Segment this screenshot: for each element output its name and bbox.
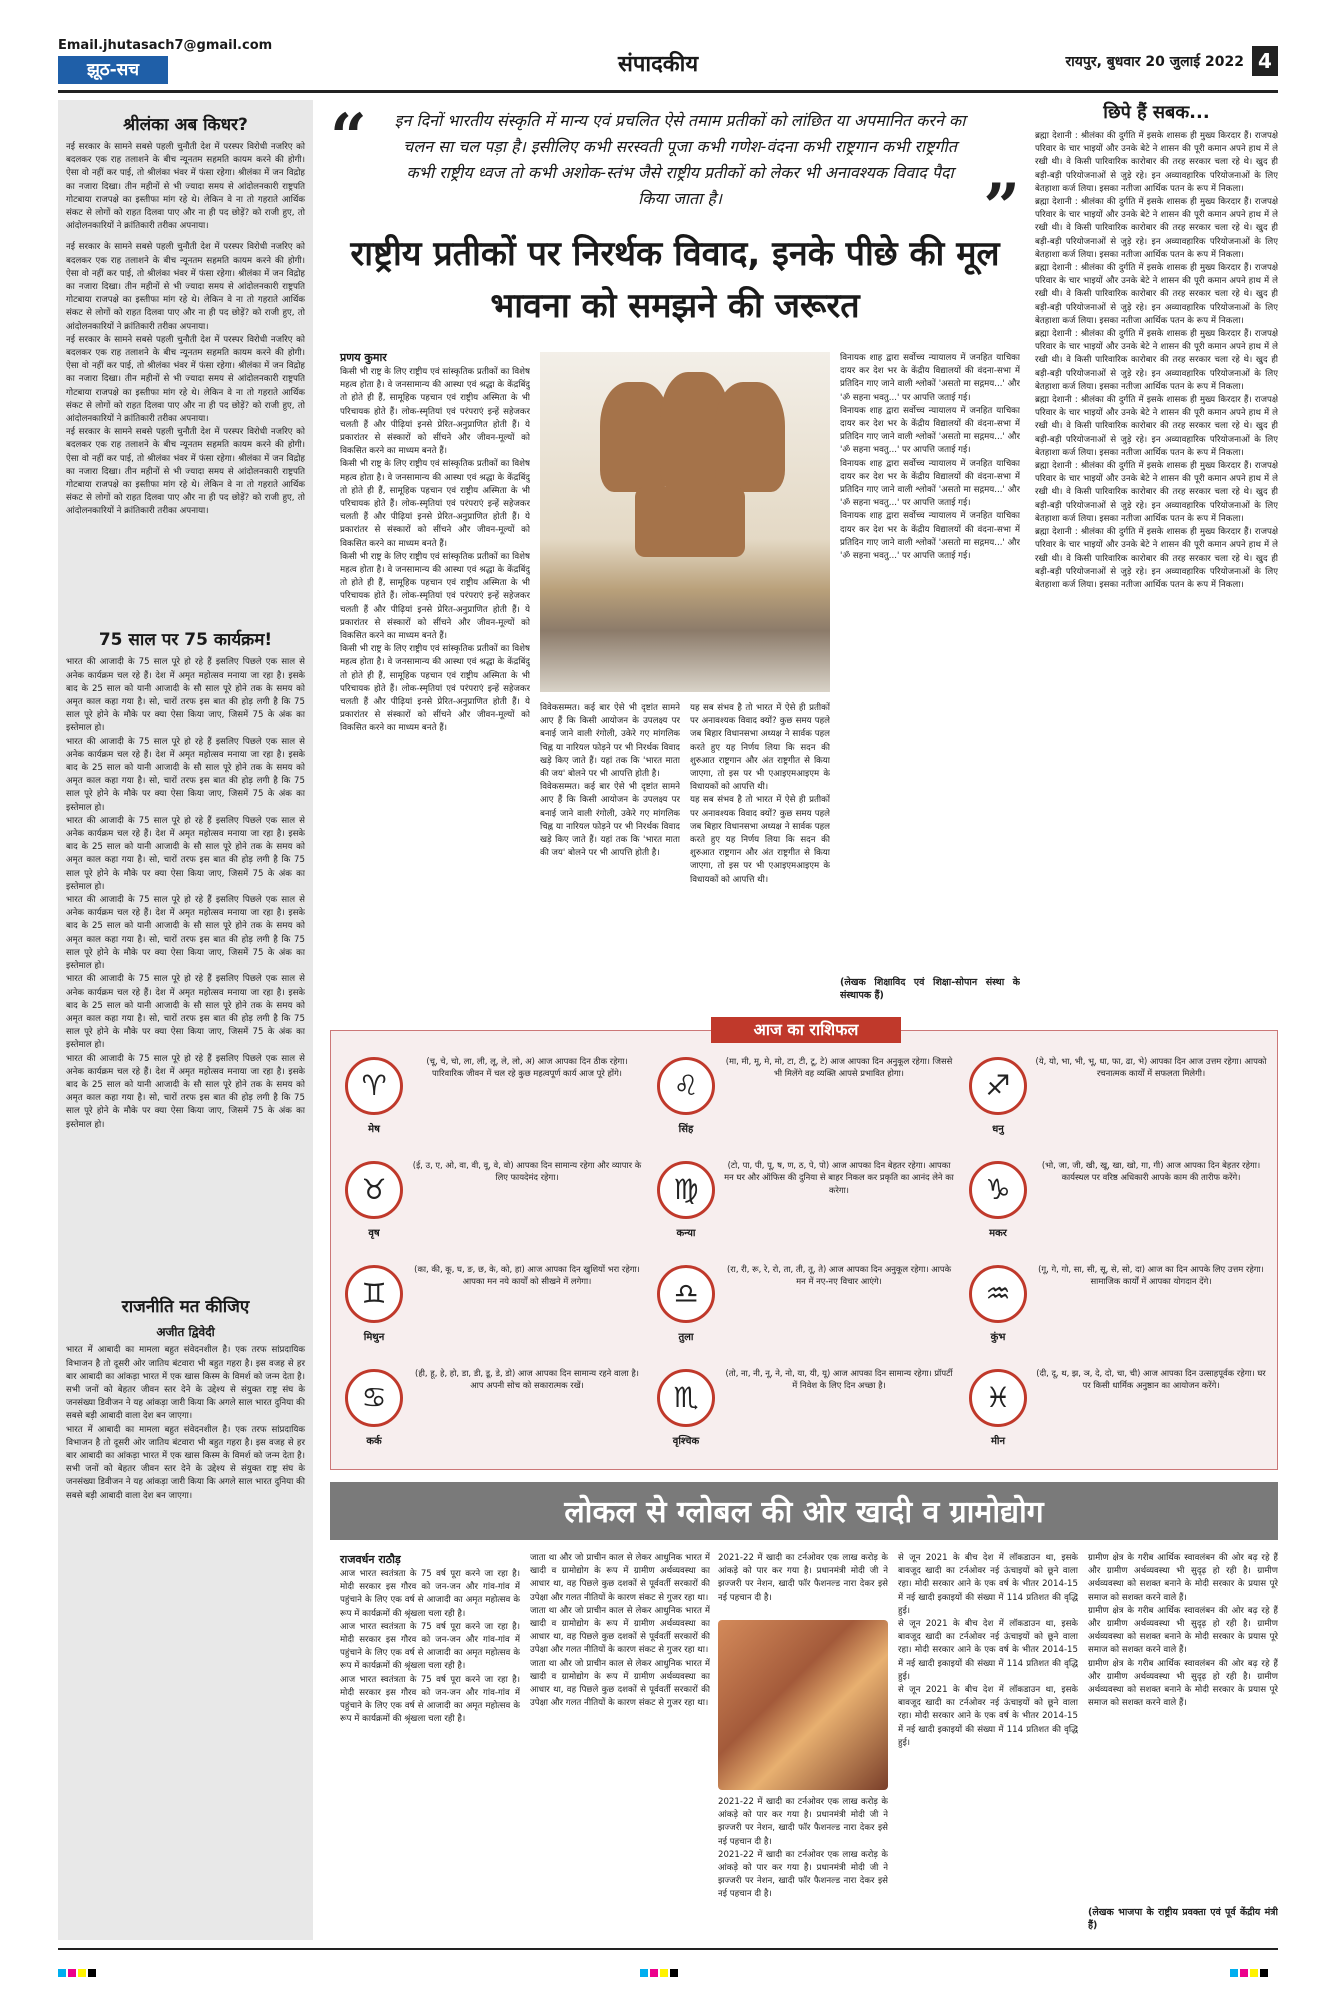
zodiac-forecast: (भो, जा, जी, खी, खू, खा, खो, गा, गी) आज आपका दिन बेहतर रहेगा। कार्यस्थल पर वरिष्ठ अधिकारी आपके काम की तारीफ करेंगे। (1041, 1160, 1261, 1183)
article-body: नई सरकार के सामने सबसे पहली चुनौती देश में परस्पर विरोधी नजरिए को बदलकर एक राह तलाशने के बीच न्यूनतम सहमति कायम करने की होगी। ऐसा वो नहीं कर पाई, तो श्रीलंका भंवर में फंसा रहेगा। श्रीलंका में जन विद्रोह का नजारा दिखा। तीन महीनों से भी ज्यादा समय से आंदोलनकारी राष्ट्रपति गोटबाया राजपक्षे का इस्तीफा मांग रहे थे। लेकिन वे ना तो गहराते आर्थिक संकट से लोगों को राहत दिलवा पाए और ना ही पद छोड़ें? को राजी हुए, तो आंदोलनकारियों ने क्रांतिकारी तरीका अपनाया। (66, 142, 305, 232)
email-address: Email.jhutasach7@gmail.com (58, 38, 273, 53)
section-title: संपादकीय (618, 52, 699, 77)
article-byline: राजवर्धन राठौड़ (340, 1553, 401, 1566)
horoscope-sign (339, 1153, 649, 1253)
article-srilanka (66, 112, 305, 233)
zodiac-forecast: (का, की, कू, घ, ङ, छ, के, को, हा) आज आपका दिन खुशियों भरा रहेगा। आपका मन नये कार्यों को सीखने में लगेगा। (414, 1264, 640, 1287)
article-body: भारत की आजादी के 75 साल पूरे हो रहे हैं इसलिए पिछले एक साल से अनेक कार्यक्रम चल रहे हैं। देश में अमृत महोत्सव मनाया जा रहा है। इसके बाद के 25 साल को यानी आजादी के सौ साल पूरे होने तक के समय को अमृत काल कहा गया है। सो, चारों तरफ इस बात की होड़ लगी है कि 75 साल पूरे होने के मौके पर क्या ऐसा किया जाए, जिसमें 75 के अंक का इस्तेमाल हो। (66, 815, 305, 892)
khadi-column-4 (898, 1552, 1078, 1938)
zodiac-icon: ♋ (345, 1369, 403, 1427)
article-body: भारत की आजादी के 75 साल पूरे हो रहे हैं इसलिए पिछले एक साल से अनेक कार्यक्रम चल रहे हैं। देश में अमृत महोत्सव मनाया जा रहा है। इसके बाद के 25 साल को यानी आजादी के सौ साल पूरे होने तक के समय को अमृत काल कहा गया है। सो, चारों तरफ इस बात की होड़ लगी है कि 75 साल पूरे होने के मौके पर क्या ऐसा किया जाए, जिसमें 75 के अंक का इस्तेमाल हो। (66, 736, 305, 813)
header-rule (58, 90, 1278, 93)
khadi-headline: लोकल से ग्लोबल की ओर खादी व ग्रामोद्योग (564, 1495, 1044, 1530)
khadi-article-banner (330, 1482, 1278, 1540)
zodiac-name: वृष (368, 1228, 380, 1239)
horoscope-title: आज का राशिफल (711, 1017, 901, 1043)
khadi-column-5 (1088, 1552, 1278, 1902)
khadi-column-3b (718, 1796, 888, 1938)
column-text: आज भारत स्वतंत्रता के 75 वर्ष पूरा करने जा रहा है। मोदी सरकार इस गौरव को जन-जन और गांव-गांव में पहुंचाने के लिए एक वर्ष से आजादी का अमृत महोत्सव के रूप में कार्यक्रमों की श्रृंखला चला रही है। (340, 1569, 520, 1619)
right-column (1035, 100, 1278, 1000)
zodiac-name: मकर (989, 1228, 1007, 1239)
column-text: ब्रह्मा देशानी : श्रीलंका की दुर्गति में इसके शासक ही मुख्य किरदार हैं। राजपक्षे परिवार के चार भाइयों और उनके बेटे ने शासन की पूरी कमान अपने हाथ में ले रखी थी। वे किसी पारिवारिक कारोबार की तरह सरकार चला रहे थे। खुद ही बड़ी-बड़ी परियोजनाओं से जुड़े रहे। इन अव्यावहारिक परियोजनाओं के लिए बेतहाशा कर्ज लिया। इसका नतीजा आर्थिक पतन के रूप में निकला। (1035, 527, 1278, 590)
spinning-wheel-photo (718, 1620, 888, 1790)
column-text: विनायक शाह द्वारा सर्वोच्च न्यायालय में जनहित याचिका दायर कर देश भर के केंद्रीय विद्यालयों की वंदना-सभा में प्रतिदिन गाए जाने वाली श्लोकों 'असतो मा सद्गमय...' और 'ॐ सहना भवतु...' पर आपत्ति जताई गई। (840, 511, 1020, 562)
column-text: ग्रामीण क्षेत्र के गरीब आर्थिक स्वावलंबन की ओर बढ़ रहे हैं और ग्रामीण अर्थव्यवस्था भी सुदृढ़ हो रही है। ग्रामीण अर्थव्यवस्था को सशक्त बनाने के मोदी सरकार के प्रयास पूरे समाज को सशक्त करने वाले हैं। (1088, 1553, 1278, 1603)
zodiac-icon: ♑ (969, 1161, 1027, 1219)
column-text: विवेकसम्मत। कई बार ऐसे भी दृष्टांत सामने आए हैं कि किसी आयोजन के उपलक्ष्य पर बनाई जाने वाली रंगोली, उकेरे गए मांगलिक चिह्न या नारियल फोड़ने पर भी निरर्थक विवाद खड़े किए जाते हैं। यहां तक कि 'भारत माता की जय' बोलने पर भी आपत्ति होती है। (540, 782, 680, 859)
article-body: भारत में आबादी का मामला बहुत संवेदनशील है। एक तरफ सांप्रदायिक विभाजन है तो दूसरी ओर जातिय बंटवारा भी बहुत गहरा है। इस वजह से हर बार आबादी का आंकड़ा भारत में एक खास किस्म के विमर्श को जन्म देता है। सभी जनों को बेहतर जीवन स्तर देने के उद्देश्य से संयुक्त राष्ट्र संघ के जनसंख्या डिवीजन ने यह आंकड़ा जारी किया कि अगले साल भारत दुनिया की सबसे बड़ी आबादी वाला देश बन जाएगा। (66, 1424, 305, 1501)
column-text: यह सब संभव है तो भारत में ऐसे ही प्रतीकों पर अनावश्यक विवाद क्यों? कुछ समय पहले जब बिहार विधानसभा अध्यक्ष ने सार्वक पहल करते हुए यह निर्णय लिया कि सदन की शुरुआत राष्ट्रगान और अंत राष्ट्रगीत से किया जाएगा, तो इस पर भी एआइएमआइएम के विधायकों को आपत्ति थी। (690, 703, 830, 793)
zodiac-forecast: (चू, चे, चो, ला, ली, लू, ले, लो, अ) आज आपका दिन ठीक रहेगा। पारिवारिक जीवन में चल रहे कुछ महत्वपूर्ण कार्य आज पूरे होंगे। (426, 1056, 628, 1079)
dateline: रायपुर, बुधवार 20 जुलाई 2022 (1065, 54, 1244, 70)
zodiac-name: कुंभ (990, 1332, 1006, 1343)
column-text: आज भारत स्वतंत्रता के 75 वर्ष पूरा करने जा रहा है। मोदी सरकार इस गौरव को जन-जन और गांव-गांव में पहुंचाने के लिए एक वर्ष से आजादी का अमृत महोत्सव के रूप में कार्यक्रमों की श्रृंखला चला रही है। (340, 1674, 520, 1725)
article-column-1 (340, 366, 530, 1006)
column-text: से जून 2021 के बीच देश में लॉकडाउन था, इसके बावजूद खादी का टर्नओवर नई ऊंचाइयों को छूने वाला रहा। मोदी सरकार आने के एक वर्ष के भीतर 2014-15 में नई खादी इकाइयों की संख्या में 114 प्रतिशत की वृद्धि हुई। (898, 1619, 1078, 1682)
zodiac-icon: ♈ (345, 1057, 403, 1115)
article-body: नई सरकार के सामने सबसे पहली चुनौती देश में परस्पर विरोधी नजरिए को बदलकर एक राह तलाशने के बीच न्यूनतम सहमति कायम करने की होगी। ऐसा वो नहीं कर पाई, तो श्रीलंका भंवर में फंसा रहेगा। श्रीलंका में जन विद्रोह का नजारा दिखा। तीन महीनों से भी ज्यादा समय से आंदोलनकारी राष्ट्रपति गोटबाया राजपक्षे का इस्तीफा मांग रहे थे। लेकिन वे ना तो गहराते आर्थिक संकट से लोगों को राहत दिलवा पाए और ना ही पद छोड़ें? को राजी हुए, तो आंदोलनकारियों ने क्रांतिकारी तरीका अपनाया। (66, 334, 305, 425)
article-75-years (66, 627, 305, 1286)
masthead (58, 38, 1278, 88)
brand-logo: झूठ-सच (58, 56, 168, 84)
column-text: जाता था और जो प्राचीन काल से लेकर आधुनिक भारत में खादी व ग्रामोद्योग के रूप में ग्रामीण अर्थव्यवस्था का आधार था, वह पिछले कुछ दशकों से पूर्ववर्ती सरकारों की उपेक्षा और गलत नीतियों के कारण संकट से गुजर रहा था। (530, 1553, 710, 1603)
horoscope-sign (651, 1257, 961, 1357)
zodiac-name: धनु (992, 1124, 1004, 1135)
article-body: नई सरकार के सामने सबसे पहली चुनौती देश में परस्पर विरोधी नजरिए को बदलकर एक राह तलाशने के बीच न्यूनतम सहमति कायम करने की होगी। ऐसा वो नहीं कर पाई, तो श्रीलंका भंवर में फंसा रहेगा। श्रीलंका में जन विद्रोह का नजारा दिखा। तीन महीनों से भी ज्यादा समय से आंदोलनकारी राष्ट्रपति गोटबाया राजपक्षे का इस्तीफा मांग रहे थे। लेकिन वे ना तो गहराते आर्थिक संकट से लोगों को राहत दिलवा पाए और ना ही पद छोड़ें? को राजी हुए, तो आंदोलनकारियों ने क्रांतिकारी तरीका अपनाया। (66, 427, 305, 517)
column-text: विनायक शाह द्वारा सर्वोच्च न्यायालय में जनहित याचिका दायर कर देश भर के केंद्रीय विद्यालयों की वंदना-सभा में प्रतिदिन गाए जाने वाली श्लोकों 'असतो मा सद्गमय...' और 'ॐ सहना भवतु...' पर आपत्ति जताई गई। (840, 353, 1020, 403)
column-text: ब्रह्मा देशानी : श्रीलंका की दुर्गति में इसके शासक ही मुख्य किरदार हैं। राजपक्षे परिवार के चार भाइयों और उनके बेटे ने शासन की पूरी कमान अपने हाथ में ले रखी थी। वे किसी पारिवारिक कारोबार की तरह सरकार चला रहे थे। खुद ही बड़ी-बड़ी परियोजनाओं से जुड़े रहे। इन अव्यावहारिक परियोजनाओं के लिए बेतहाशा कर्ज लिया। इसका नतीजा आर्थिक पतन के रूप में निकला। (1035, 263, 1278, 326)
zodiac-icon: ♎ (657, 1265, 715, 1323)
left-column (58, 100, 313, 1940)
column-text: ग्रामीण क्षेत्र के गरीब आर्थिक स्वावलंबन की ओर बढ़ रहे हैं और ग्रामीण अर्थव्यवस्था भी सुदृढ़ हो रही है। ग्रामीण अर्थव्यवस्था को सशक्त बनाने के मोदी सरकार के प्रयास पूरे समाज को सशक्त करने वाले हैं। (1088, 1658, 1278, 1709)
column-text: विवेकसम्मत। कई बार ऐसे भी दृष्टांत सामने आए हैं कि किसी आयोजन के उपलक्ष्य पर बनाई जाने वाली रंगोली, उकेरे गए मांगलिक चिह्न या नारियल फोड़ने पर भी निरर्थक विवाद खड़े किए जाते हैं। यहां तक कि 'भारत माता की जय' बोलने पर भी आपत्ति होती है। (540, 703, 680, 780)
horoscope-sign (963, 1153, 1273, 1253)
column-text: किसी भी राष्ट्र के लिए राष्ट्रीय एवं सांस्कृतिक प्रतीकों का विशेष महत्व होता है। वे जनसामान्य की आस्था एवं श्रद्धा के केंद्रबिंदु तो होते ही हैं, सामूहिक पहचान एवं राष्ट्रीय अस्मिता के भी परिचायक होते हैं। लोक-स्मृतियां एवं परंपराएं इन्हें सहेजकर चलती हैं और पीढ़ियां इनसे प्रेरित-अनुप्राणित होती हैं। ये प्रकारांतर से संस्कारों को सींचने और जीवन-मूल्यों को विकसित करने का माध्यम बनते हैं। (340, 367, 530, 457)
column-text: यह सब संभव है तो भारत में ऐसे ही प्रतीकों पर अनावश्यक विवाद क्यों? कुछ समय पहले जब बिहार विधानसभा अध्यक्ष ने सार्वक पहल करते हुए यह निर्णय लिया कि सदन की शुरुआत राष्ट्रगान और अंत राष्ट्रगीत से किया जाएगा, तो इस पर भी एआइएमआइएम के विधायकों को आपत्ति थी। (690, 795, 830, 885)
article-column-2 (540, 702, 680, 1007)
open-quote-icon: “ (330, 100, 367, 175)
zodiac-name: कन्या (676, 1228, 696, 1239)
article-title: श्रीलंका अब किधर? (123, 115, 248, 135)
column-text: ब्रह्मा देशानी : श्रीलंका की दुर्गति में इसके शासक ही मुख्य किरदार हैं। राजपक्षे परिवार के चार भाइयों और उनके बेटे ने शासन की पूरी कमान अपने हाथ में ले रखी थी। वे किसी पारिवारिक कारोबार की तरह सरकार चला रहे थे। खुद ही बड़ी-बड़ी परियोजनाओं से जुड़े रहे। इन अव्यावहारिक परियोजनाओं के लिए बेतहाशा कर्ज लिया। इसका नतीजा आर्थिक पतन के रूप में निकला। (1035, 395, 1278, 458)
horoscope-sign (651, 1049, 961, 1149)
horoscope-sign (339, 1257, 649, 1357)
pull-quote-text: इन दिनों भारतीय संस्कृति में मान्य एवं प्रचलित ऐसे तमाम प्रतीकों को लांछित या अपमानित करने का चलन सा चल पड़ा है। इसीलिए कभी सरस्वती पूजा कभी गणेश-वंदना कभी राष्ट्रगान कभी राष्ट्रगीत कभी राष्ट्रीय ध्वज तो कभी अशोक-स्तंभ जैसे राष्ट्रीय प्रतीकों को लेकर भी अनावश्यक विवाद पैदा किया जाता है। (394, 111, 966, 208)
column-text: जाता था और जो प्राचीन काल से लेकर आधुनिक भारत में खादी व ग्रामोद्योग के रूप में ग्रामीण अर्थव्यवस्था का आधार था, वह पिछले कुछ दशकों से पूर्ववर्ती सरकारों की उपेक्षा और गलत नीतियों के कारण संकट से गुजर रहा था। (530, 1605, 710, 1656)
main-headline: राष्ट्रीय प्रतीकों पर निरर्थक विवाद, इनके पीछे की मूल भावना को समझने की जरूरत (350, 234, 1000, 326)
column-text: किसी भी राष्ट्र के लिए राष्ट्रीय एवं सांस्कृतिक प्रतीकों का विशेष महत्व होता है। वे जनसामान्य की आस्था एवं श्रद्धा के केंद्रबिंदु तो होते ही हैं, सामूहिक पहचान एवं राष्ट्रीय अस्मिता के भी परिचायक होते हैं। लोक-स्मृतियां एवं परंपराएं इन्हें सहेजकर चलती हैं और पीढ़ियां इनसे प्रेरित-अनुप्राणित होती हैं। ये प्रकारांतर से संस्कारों को सींचने और जीवन-मूल्यों को विकसित करने का माध्यम बनते हैं। (340, 551, 530, 642)
horoscope-sign (651, 1153, 961, 1253)
horoscope-sign (339, 1049, 649, 1149)
article-body: भारत की आजादी के 75 साल पूरे हो रहे हैं इसलिए पिछले एक साल से अनेक कार्यक्रम चल रहे हैं। देश में अमृत महोत्सव मनाया जा रहा है। इसके बाद के 25 साल को यानी आजादी के सौ साल पूरे होने तक के समय को अमृत काल कहा गया है। सो, चारों तरफ इस बात की होड़ लगी है कि 75 साल पूरे होने के मौके पर क्या ऐसा किया जाए, जिसमें 75 के अंक का इस्तेमाल हो। (66, 657, 305, 734)
column-text: 2021-22 में खादी का टर्नओवर एक लाख करोड़ के आंकड़े को पार कर गया है। प्रधानमंत्री मोदी जी ने झज्जरी पर नेशन, खादी फॉर फैशनल्ड नारा देकर इसे नई पहचान दी है। (718, 1797, 888, 1847)
column-text: ब्रह्मा देशानी : श्रीलंका की दुर्गति में इसके शासक ही मुख्य किरदार हैं। राजपक्षे परिवार के चार भाइयों और उनके बेटे ने शासन की पूरी कमान अपने हाथ में ले रखी थी। वे किसी पारिवारिक कारोबार की तरह सरकार चला रहे थे। खुद ही बड़ी-बड़ी परियोजनाओं से जुड़े रहे। इन अव्यावहारिक परियोजनाओं के लिए बेतहाशा कर्ज लिया। इसका नतीजा आर्थिक पतन के रूप में निकला। (1035, 461, 1278, 524)
article-body: नई सरकार के सामने सबसे पहली चुनौती देश में परस्पर विरोधी नजरिए को बदलकर एक राह तलाशने के बीच न्यूनतम सहमति कायम करने की होगी। ऐसा वो नहीं कर पाई, तो श्रीलंका भंवर में फंसा रहेगा। श्रीलंका में जन विद्रोह का नजारा दिखा। तीन महीनों से भी ज्यादा समय से आंदोलनकारी राष्ट्रपति गोटबाया राजपक्षे का इस्तीफा मांग रहे थे। लेकिन वे ना तो गहराते आर्थिक संकट से लोगों को राहत दिलवा पाए और ना ही पद छोड़ें? को राजी हुए, तो आंदोलनकारियों ने क्रांतिकारी तरीका अपनाया। (66, 242, 305, 332)
registration-marks (1230, 1962, 1276, 1970)
horoscope-sign (963, 1361, 1273, 1461)
right-column-body (1035, 130, 1278, 990)
zodiac-icon: ♍ (657, 1161, 715, 1219)
right-column-title: छिपे हैं सबक... (1103, 102, 1210, 123)
zodiac-name: मेष (368, 1124, 380, 1135)
zodiac-forecast: (टो, पा, पी, पू, ष, ण, ठ, पे, पो) आज आपका दिन बेहतर रहेगा। आपका मन घर और ऑफिस की दुनिया से बाहर निकल कर प्रकृति का आनंद लेने का करेगा। (724, 1160, 954, 1195)
zodiac-forecast: (रा, री, रू, रे, रो, ता, ती, तू, ते) आज आपका दिन अनुकूल रहेगा। आपके मन में नए-नए विचार आएंगे। (726, 1264, 952, 1287)
author-note: (लेखक शिक्षाविद एवं शिक्षा-सोपान संस्था के संस्थापक हैं) (840, 977, 1020, 1002)
page-number: 4 (1252, 46, 1278, 76)
zodiac-forecast: (मा, मी, मू, मे, मो, टा, टी, टू, टे) आज आपका दिन अनुकूल रहेगा। जिससे भी मिलेंगे वह व्यक्ति आपसे प्रभावित होगा। (725, 1056, 953, 1079)
close-quote-icon: ” (983, 170, 1020, 245)
article-population (66, 1294, 305, 1502)
zodiac-forecast: (गू, गे, गो, सा, सी, सू, से, सो, दा) आज का दिन आपके लिए उत्तम रहेगा। सामाजिक कार्यों में आपका योगदान देंगे। (1038, 1264, 1264, 1287)
zodiac-name: कर्क (366, 1436, 382, 1447)
column-text: ब्रह्मा देशानी : श्रीलंका की दुर्गति में इसके शासक ही मुख्य किरदार हैं। राजपक्षे परिवार के चार भाइयों और उनके बेटे ने शासन की पूरी कमान अपने हाथ में ले रखी थी। वे किसी पारिवारिक कारोबार की तरह सरकार चला रहे थे। खुद ही बड़ी-बड़ी परियोजनाओं से जुड़े रहे। इन अव्यावहारिक परियोजनाओं के लिए बेतहाशा कर्ज लिया। इसका नतीजा आर्थिक पतन के रूप में निकला। (1035, 329, 1278, 392)
zodiac-forecast: (तो, ना, नी, नू, ने, नो, या, यी, यू) आज आपका दिन सामान्य रहेगा। प्रॉपर्टी में निवेश के लिए दिन अच्छा है। (725, 1368, 953, 1391)
ashoka-emblem-photo (540, 352, 830, 692)
column-text: ब्रह्मा देशानी : श्रीलंका की दुर्गति में इसके शासक ही मुख्य किरदार हैं। राजपक्षे परिवार के चार भाइयों और उनके बेटे ने शासन की पूरी कमान अपने हाथ में ले रखी थी। वे किसी पारिवारिक कारोबार की तरह सरकार चला रहे थे। खुद ही बड़ी-बड़ी परियोजनाओं से जुड़े रहे। इन अव्यावहारिक परियोजनाओं के लिए बेतहाशा कर्ज लिया। इसका नतीजा आर्थिक पतन के रूप में निकला। (1035, 131, 1278, 194)
column-text: विनायक शाह द्वारा सर्वोच्च न्यायालय में जनहित याचिका दायर कर देश भर के केंद्रीय विद्यालयों की वंदना-सभा में प्रतिदिन गाए जाने वाली श्लोकों 'असतो मा सद्गमय...' और 'ॐ सहना भवतु...' पर आपत्ति जताई गई। (840, 405, 1020, 456)
zodiac-icon: ♏ (657, 1369, 715, 1427)
zodiac-forecast: (ई, उ, ए, ओ, वा, वी, वू, वे, वो) आपका दिन सामान्य रहेगा और व्यापार के लिए फायदेमंद रहेगा। (412, 1160, 642, 1183)
zodiac-icon: ♐ (969, 1057, 1027, 1115)
horoscope-sign (339, 1361, 649, 1461)
article-title: राजनीति मत कीजिए (121, 1297, 250, 1318)
zodiac-forecast: (दी, दू, थ, झ, ञ, दे, दो, चा, ची) आज आपका दिन उत्साहपूर्वक रहेगा। घर पर किसी धार्मिक अनुष्ठान का आयोजन करेंगे। (1036, 1368, 1266, 1391)
horoscope-sign (963, 1257, 1273, 1357)
zodiac-icon: ♊ (345, 1265, 403, 1323)
column-text: ब्रह्मा देशानी : श्रीलंका की दुर्गति में इसके शासक ही मुख्य किरदार हैं। राजपक्षे परिवार के चार भाइयों और उनके बेटे ने शासन की पूरी कमान अपने हाथ में ले रखी थी। वे किसी पारिवारिक कारोबार की तरह सरकार चला रहे थे। खुद ही बड़ी-बड़ी परियोजनाओं से जुड़े रहे। इन अव्यावहारिक परियोजनाओं के लिए बेतहाशा कर्ज लिया। इसका नतीजा आर्थिक पतन के रूप में निकला। (1035, 197, 1278, 260)
article-body: भारत की आजादी के 75 साल पूरे हो रहे हैं इसलिए पिछले एक साल से अनेक कार्यक्रम चल रहे हैं। देश में अमृत महोत्सव मनाया जा रहा है। इसके बाद के 25 साल को यानी आजादी के सौ साल पूरे होने तक के समय को अमृत काल कहा गया है। सो, चारों तरफ इस बात की होड़ लगी है कि 75 साल पूरे होने के मौके पर क्या ऐसा किया जाए, जिसमें 75 के अंक का इस्तेमाल हो। (66, 1053, 305, 1130)
article-byline: प्रणय कुमार (340, 351, 387, 364)
zodiac-forecast: (ही, हू, हे, हो, डा, डी, डू, डे, डो) आज आपका दिन सामान्य रहने वाला है। आप अपनी सोच को सकारात्मक रखें। (415, 1368, 639, 1391)
khadi-column-3 (718, 1552, 888, 1614)
horoscope-box (330, 1020, 1278, 1470)
column-text: 2021-22 में खादी का टर्नओवर एक लाख करोड़ के आंकड़े को पार कर गया है। प्रधानमंत्री मोदी जी ने झज्जरी पर नेशन, खादी फॉर फैशनल्ड नारा देकर इसे नई पहचान दी है। (718, 1553, 888, 1603)
article-byline: अजीत द्विवेदी (156, 1325, 215, 1340)
zodiac-name: मिथुन (363, 1332, 385, 1343)
zodiac-icon: ♉ (345, 1161, 403, 1219)
zodiac-name: तुला (678, 1332, 694, 1343)
article-column-3 (690, 702, 830, 1007)
registration-marks (58, 1962, 104, 1970)
column-text: आज भारत स्वतंत्रता के 75 वर्ष पूरा करने जा रहा है। मोदी सरकार इस गौरव को जन-जन और गांव-गांव में पहुंचाने के लिए एक वर्ष से आजादी का अमृत महोत्सव के रूप में कार्यक्रमों की श्रृंखला चला रही है। (340, 1621, 520, 1672)
article-body: भारत की आजादी के 75 साल पूरे हो रहे हैं इसलिए पिछले एक साल से अनेक कार्यक्रम चल रहे हैं। देश में अमृत महोत्सव मनाया जा रहा है। इसके बाद के 25 साल को यानी आजादी के सौ साल पूरे होने तक के समय को अमृत काल कहा गया है। सो, चारों तरफ इस बात की होड़ लगी है कि 75 साल पूरे होने के मौके पर क्या ऐसा किया जाए, जिसमें 75 के अंक का इस्तेमाल हो। (66, 974, 305, 1051)
registration-marks (640, 1962, 686, 1970)
column-text: से जून 2021 के बीच देश में लॉकडाउन था, इसके बावजूद खादी का टर्नओवर नई ऊंचाइयों को छूने वाला रहा। मोदी सरकार आने के एक वर्ष के भीतर 2014-15 में नई खादी इकाइयों की संख्या में 114 प्रतिशत की वृद्धि हुई। (898, 1685, 1078, 1748)
column-text: किसी भी राष्ट्र के लिए राष्ट्रीय एवं सांस्कृतिक प्रतीकों का विशेष महत्व होता है। वे जनसामान्य की आस्था एवं श्रद्धा के केंद्रबिंदु तो होते ही हैं, सामूहिक पहचान एवं राष्ट्रीय अस्मिता के भी परिचायक होते हैं। लोक-स्मृतियां एवं परंपराएं इन्हें सहेजकर चलती हैं और पीढ़ियां इनसे प्रेरित-अनुप्राणित होती हैं। ये प्रकारांतर से संस्कारों को सींचने और जीवन-मूल्यों को विकसित करने का माध्यम बनते हैं। (340, 459, 530, 549)
horoscope-sign (651, 1361, 961, 1461)
author-note: (लेखक भाजपा के राष्ट्रीय प्रवक्ता एवं पूर्व केंद्रीय मंत्री हैं) (1088, 1907, 1278, 1932)
zodiac-forecast: (ये, यो, भा, भी, भू, धा, फा, ढा, भे) आपका दिन आज उत्तम रहेगा। आपको रचनात्मक कार्यों में सफलता मिलेगी। (1035, 1056, 1267, 1079)
column-text: किसी भी राष्ट्र के लिए राष्ट्रीय एवं सांस्कृतिक प्रतीकों का विशेष महत्व होता है। वे जनसामान्य की आस्था एवं श्रद्धा के केंद्रबिंदु तो होते ही हैं, सामूहिक पहचान एवं राष्ट्रीय अस्मिता के भी परिचायक होते हैं। लोक-स्मृतियां एवं परंपराएं इन्हें सहेजकर चलती हैं और पीढ़ियां इनसे प्रेरित-अनुप्राणित होती हैं। ये प्रकारांतर से संस्कारों को सींचने और जीवन-मूल्यों को विकसित करने का माध्यम बनते हैं। (340, 644, 530, 734)
column-text: ग्रामीण क्षेत्र के गरीब आर्थिक स्वावलंबन की ओर बढ़ रहे हैं और ग्रामीण अर्थव्यवस्था भी सुदृढ़ हो रही है। ग्रामीण अर्थव्यवस्था को सशक्त बनाने के मोदी सरकार के प्रयास पूरे समाज को सशक्त करने वाले हैं। (1088, 1605, 1278, 1656)
column-text: जाता था और जो प्राचीन काल से लेकर आधुनिक भारत में खादी व ग्रामोद्योग के रूप में ग्रामीण अर्थव्यवस्था का आधार था, वह पिछले कुछ दशकों से पूर्ववर्ती सरकारों की उपेक्षा और गलत नीतियों के कारण संकट से गुजर रहा था। (530, 1658, 710, 1709)
horoscope-sign (963, 1049, 1273, 1149)
article-body: भारत की आजादी के 75 साल पूरे हो रहे हैं इसलिए पिछले एक साल से अनेक कार्यक्रम चल रहे हैं। देश में अमृत महोत्सव मनाया जा रहा है। इसके बाद के 25 साल को यानी आजादी के सौ साल पूरे होने तक के समय को अमृत काल कहा गया है। सो, चारों तरफ इस बात की होड़ लगी है कि 75 साल पूरे होने के मौके पर क्या ऐसा किया जाए, जिसमें 75 के अंक का इस्तेमाल हो। (66, 895, 305, 972)
article-column-4 (840, 352, 1020, 972)
zodiac-icon: ♌ (657, 1057, 715, 1115)
pull-quote (330, 100, 1020, 245)
khadi-column-1 (340, 1568, 520, 1938)
zodiac-name: सिंह (678, 1124, 694, 1135)
zodiac-name: मीन (990, 1436, 1006, 1447)
zodiac-icon: ♓ (969, 1369, 1027, 1427)
footer-rule (58, 1948, 1278, 1950)
column-text: विनायक शाह द्वारा सर्वोच्च न्यायालय में जनहित याचिका दायर कर देश भर के केंद्रीय विद्यालयों की वंदना-सभा में प्रतिदिन गाए जाने वाली श्लोकों 'असतो मा सद्गमय...' और 'ॐ सहना भवतु...' पर आपत्ति जताई गई। (840, 458, 1020, 509)
filler-text (66, 241, 305, 621)
khadi-column-2 (530, 1552, 710, 1938)
column-text: से जून 2021 के बीच देश में लॉकडाउन था, इसके बावजूद खादी का टर्नओवर नई ऊंचाइयों को छूने वाला रहा। मोदी सरकार आने के एक वर्ष के भीतर 2014-15 में नई खादी इकाइयों की संख्या में 114 प्रतिशत की वृद्धि हुई। (898, 1553, 1078, 1616)
column-text: 2021-22 में खादी का टर्नओवर एक लाख करोड़ के आंकड़े को पार कर गया है। प्रधानमंत्री मोदी जी ने झज्जरी पर नेशन, खादी फॉर फैशनल्ड नारा देकर इसे नई पहचान दी है। (718, 1849, 888, 1900)
zodiac-name: वृश्चिक (672, 1436, 700, 1447)
article-title: 75 साल पर 75 कार्यक्रम! (98, 630, 273, 651)
article-body: भारत में आबादी का मामला बहुत संवेदनशील है। एक तरफ सांप्रदायिक विभाजन है तो दूसरी ओर जातिय बंटवारा भी बहुत गहरा है। इस वजह से हर बार आबादी का आंकड़ा भारत में एक खास किस्म के विमर्श को जन्म देता है। सभी जनों को बेहतर जीवन स्तर देने के उद्देश्य से संयुक्त राष्ट्र संघ के जनसंख्या डिवीजन ने यह आंकड़ा जारी किया कि अगले साल भारत दुनिया की सबसे बड़ी आबादी वाला देश बन जाएगा। (66, 1345, 305, 1422)
zodiac-icon: ♒ (969, 1265, 1027, 1323)
